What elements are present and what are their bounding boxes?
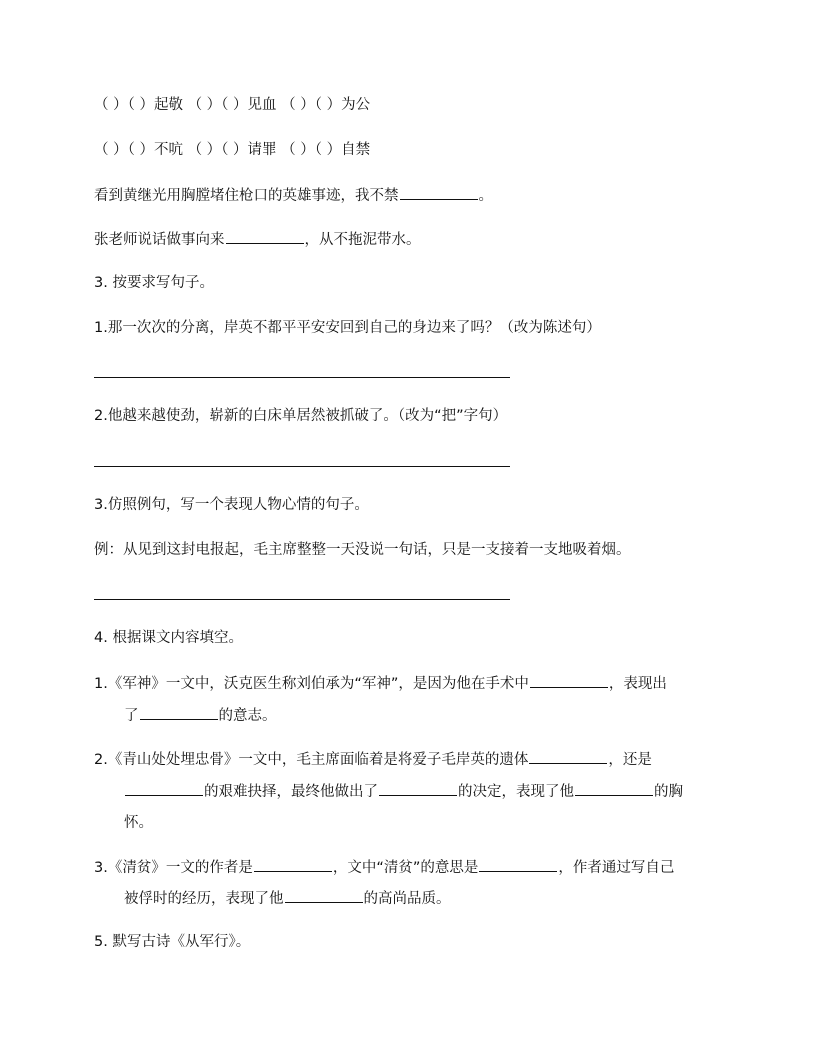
section-4-heading-text: 4. 根据课文内容填空。 [94,630,243,646]
answer-blank[interactable] [125,781,203,796]
idiom-row-2-text: （ ）（ ）不吭 （ ）（ ）请罪 （ ）（ ）自禁 [94,142,371,158]
section-3-heading [94,273,722,293]
q3-text-d: 被俘时的经历，表现了他 [124,891,284,907]
section-5-heading-text: 5. 默写古诗《从军行》。 [94,934,251,950]
section-3-heading-text: 3. 按要求写句子。 [94,275,214,291]
answer-blank[interactable] [226,229,304,244]
answer-blank[interactable] [140,705,218,720]
section-3-question-3-text: 3.仿照例句，写一个表现人物心情的句子。 [94,497,369,513]
q3-text-a: 3.《清贫》一文的作者是 [94,860,253,876]
fill-sentence-2 [94,229,722,250]
section-3-example [94,540,722,560]
fill-sentence-1-before: 看到黄继光用胸膛堵住枪口的英雄事迹，我不禁 [94,188,399,204]
answer-blank[interactable] [575,781,653,796]
answer-blank[interactable] [529,749,607,764]
idiom-row-2 [94,140,722,160]
section-3-question-1 [94,318,722,338]
answer-blank[interactable] [530,673,608,688]
section-3-question-2-text: 2.他越来越使劲，崭新的白床单居然被抓破了。（改为“把”字句） [94,408,508,424]
q1-text-b: ，表现出 [608,676,667,692]
q3-text-c: ，作者通过写自己 [558,860,675,876]
section-3-question-1-text: 1.那一次次的分离，岸英不都平平安安回到自己的身边来了吗？（改为陈述句） [94,320,601,336]
section-5-heading [94,932,722,952]
section-4-question-3-line-2 [124,888,722,909]
section-4-question-2-line-3 [124,813,722,833]
answer-line-2[interactable] [94,466,510,467]
q2-text-b: ，还是 [608,752,652,768]
answer-blank[interactable] [254,857,332,872]
q2-text-f: 怀。 [124,815,153,831]
answer-line-1[interactable] [94,377,510,378]
section-3-question-2 [94,406,722,426]
q3-text-b: ，文中“清贫”的意思是 [332,860,479,876]
q2-text-c: 的艰难抉择，最终他做出了 [204,784,378,800]
answer-blank[interactable] [400,185,478,200]
idiom-row-1 [94,95,722,115]
answer-blank[interactable] [479,857,557,872]
q3-text-e: 的高尚品质。 [363,891,451,907]
fill-sentence-1-after: 。 [478,188,493,204]
fill-sentence-1 [94,185,722,206]
q2-text-a: 2.《青山处处埋忠骨》一文中，毛主席面临着是将爱子毛岸英的遗体 [94,752,529,768]
section-4-heading [94,628,722,648]
answer-blank[interactable] [379,781,457,796]
q1-text-d: 的意志。 [218,708,277,724]
section-4-question-1-line-1 [94,673,722,694]
section-3-question-3 [94,495,722,515]
q2-text-e: 的胸 [654,784,683,800]
idiom-row-1-text: （ ）（ ）起敬 （ ）（ ）见血 （ ）（ ）为公 [94,97,371,113]
section-3-example-text: 例：从见到这封电报起，毛主席整整一天没说一句话，只是一支接着一支地吸着烟。 [94,542,631,558]
section-4-question-1-line-2 [124,705,722,726]
section-4-question-2-line-2 [124,781,722,802]
fill-sentence-2-before: 张老师说话做事向来 [94,232,225,248]
section-4-question-2-line-1 [94,749,722,770]
fill-sentence-2-after: ，从不拖泥带水。 [304,232,421,248]
answer-line-3[interactable] [94,599,510,600]
q2-text-d: 的决定，表现了他 [458,784,574,800]
q1-text-c: 了 [124,708,139,724]
answer-blank[interactable] [285,888,363,903]
q1-text-a: 1.《军神》一文中，沃克医生称刘伯承为“军神”，是因为他在手术中 [94,676,529,692]
section-4-question-3-line-1 [94,857,722,878]
